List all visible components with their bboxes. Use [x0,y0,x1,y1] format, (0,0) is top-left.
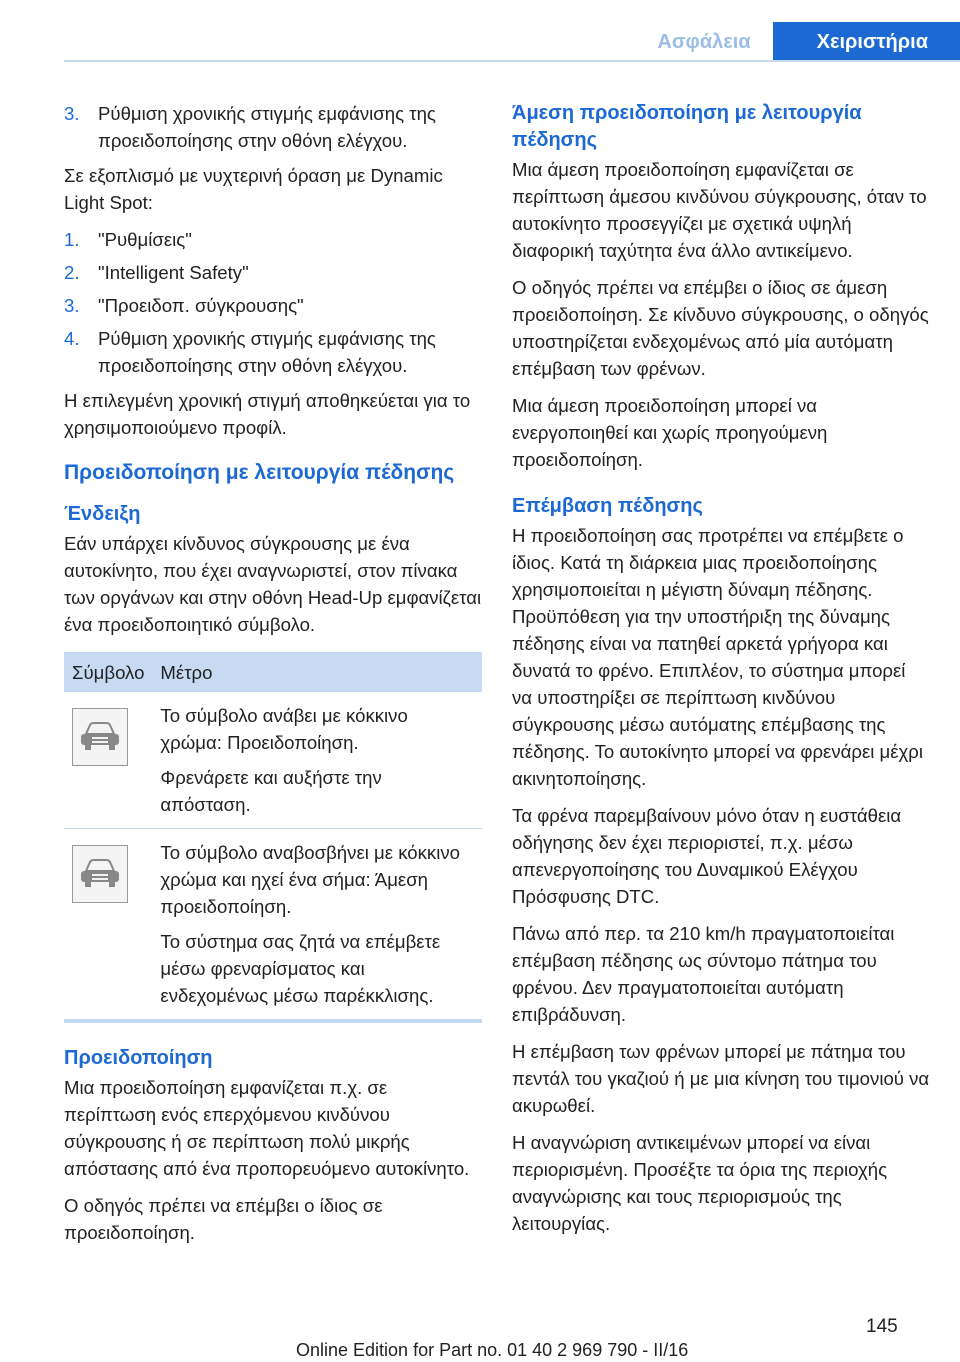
measure-text: Φρενάρετε και αυξήστε την απόσταση. [160,767,382,815]
list-text: "Ρυθμίσεις" [98,229,192,250]
table-cell-icon [64,692,152,829]
braking-text: Η αναγνώριση αντικειμένων μπορεί να είναι περιορισμένη. Προσέξτε τα όρια της περιοχής αναγνώρισης και τους περιορισμούς της λειτουργίας. [512,1132,888,1234]
list-number: 3. [64,295,80,316]
table-cell-icon [64,829,152,1022]
immediate-warning-text: Μια άμεση προειδοποίηση μπορεί να ενεργοποιηθεί και χωρίς προηγούμενη προειδοποίηση. [512,395,828,470]
braking-text: Πάνω από περ. τα 210 km/h πραγματοποιείται επέμβαση πέδησης ως σύντομο πάτημα του φρένου. Δεν πραγματοποιείται αυτόματη επιβράδυνση. [512,923,895,1025]
car-warning-icon [72,708,128,766]
car-warning-icon [72,845,128,903]
indication-text: Εάν υπάρχει κίνδυνος σύγκρουσης με ένα αυτοκίνητο, που έχει αναγνωριστεί, στον πίνακα των οργάνων και στην οθόνη Head-Up εμφανίζεται ένα προειδοποιητικό σύμβολο. [64,533,482,635]
table-row [64,692,482,829]
immediate-warning-text: Μια άμεση προειδοποίηση εμφανίζεται σε περίπτωση άμεσου κινδύνου σύγκρουσης, όταν το αυτοκίνητο προσεγγίζει με σχετικά υψηλή διαφορική ταχύτητα ένα άλλο αντικείμενο. [512,159,927,261]
measure-text: Το σύμβολο αναβοσβήνει με κόκκινο χρώμα και ηχεί ένα σήμα: Άμεση προειδοποίηση. [160,842,460,917]
saved-note: Η επιλεγμένη χρονική στιγμή αποθηκεύεται για το χρησιμοποιούμενο προφίλ. [64,390,471,438]
braking-text: Η προειδοποίηση σας προτρέπει να επέμβετε ο ίδιος. Κατά τη διάρκεια μιας προειδοποίησης χρησιμοποιείται η μέγιστη δύναμη πέδησης. Προϋπόθεση για την υποστήριξη της δύναμης πέδησης είναι να πατηθεί αρκετά γρήγορα και δυνατά το φρένο. Επιπλέον, το σύστημα μπορεί να υποστηρίξει σε περίπτωση κινδύνου σύγκρουσης μέσω αυτόματης επέμβασης της πέδησης. Το αυτοκίνητο μπορεί να φρενάρει μέχρι ακινητοποίησης. [512,525,923,789]
warning-title: Προειδοποίηση [64,1047,213,1069]
list-item [64,259,482,286]
symbol-table [64,652,482,1023]
indication-title: Ένδειξη [64,503,141,525]
list-number: 2. [64,262,80,283]
page-number: 145 [866,1316,898,1337]
list-number: 3. [64,103,80,124]
night-vision-intro: Σε εξοπλισμό με νυχτερινή όραση με Dynamic Light Spot: [64,165,443,213]
list-text: "Προειδοπ. σύγκρουσης" [98,295,304,316]
list-item [64,100,482,154]
table-cell-measure [152,829,482,1022]
list-item [64,292,482,319]
braking-title: Επέμβαση πέδησης [512,495,703,517]
header-tab-controls[interactable]: Χειριστήρια [773,22,960,62]
table-header-measure: Μέτρο [152,652,482,692]
list-number: 4. [64,328,80,349]
warning-text: Μια προειδοποίηση εμφανίζεται π.χ. σε περίπτωση ενός επερχόμενου κινδύνου σύγκρουσης ή σε περίπτωση πολύ μικρής απόστασης από ένα προπορευόμενο αυτοκίνητο. [64,1077,470,1179]
list-item [64,325,482,379]
header-tab-safety[interactable]: Ασφάλεια [635,22,772,62]
edition-note: Online Edition for Part no. 01 40 2 969 790 - II/16 [296,1340,689,1360]
list-text: "Intelligent Safety" [98,262,249,283]
braking-text: Τα φρένα παρεμβαίνουν μόνο όταν η ευστάθεια οδήγησης δεν έχει περιοριστεί, π.χ. μέσω απενεργοποίησης του Δυναμικού Ελέγχου Πρόσφυσης DTC. [512,805,902,907]
left-column [64,100,482,1256]
step-list-top [64,100,482,154]
measure-text: Το σύμβολο ανάβει με κόκκινο χρώμα: Προειδοποίηση. [160,705,408,753]
table-header-symbol: Σύμβολο [64,652,152,692]
table-cell-measure [152,692,482,829]
table-header-row [64,652,482,692]
page-header [635,22,960,62]
right-column [512,100,930,1247]
measure-text: Το σύστημα σας ζητά να επέμβετε μέσω φρεναρίσματος και ενδεχομένως μέσω παρέκκλισης. [160,931,441,1006]
list-number: 1. [64,229,80,250]
step-list [64,226,482,379]
immediate-warning-title: Άμεση προειδοποίηση με λειτουργία πέδησης [512,102,862,151]
table-row [64,829,482,1022]
section-title: Προειδοποίηση με λειτουργία πέδησης [64,461,455,484]
list-text: Ρύθμιση χρονικής στιγμής εμφάνισης της προειδοποίησης στην οθόνη ελέγχου. [98,328,436,376]
list-item [64,226,482,253]
warning-text: Ο οδηγός πρέπει να επέμβει ο ίδιος σε προειδοποίηση. [64,1195,383,1243]
immediate-warning-text: Ο οδηγός πρέπει να επέμβει ο ίδιος σε άμεση προειδοποίηση. Σε κίνδυνο σύγκρουσης, ο οδηγός υποστηρίζεται ενδεχομένως από μία αυτόματη επέμβαση των φρένων. [512,277,929,379]
header-divider [64,60,960,62]
braking-text: Η επέμβαση των φρένων μπορεί με πάτημα του πεντάλ του γκαζιού ή με μια κίνηση του τιμονιού να ακυρωθεί. [512,1041,930,1116]
list-text: Ρύθμιση χρονικής στιγμής εμφάνισης της προειδοποίησης στην οθόνη ελέγχου. [98,103,436,151]
